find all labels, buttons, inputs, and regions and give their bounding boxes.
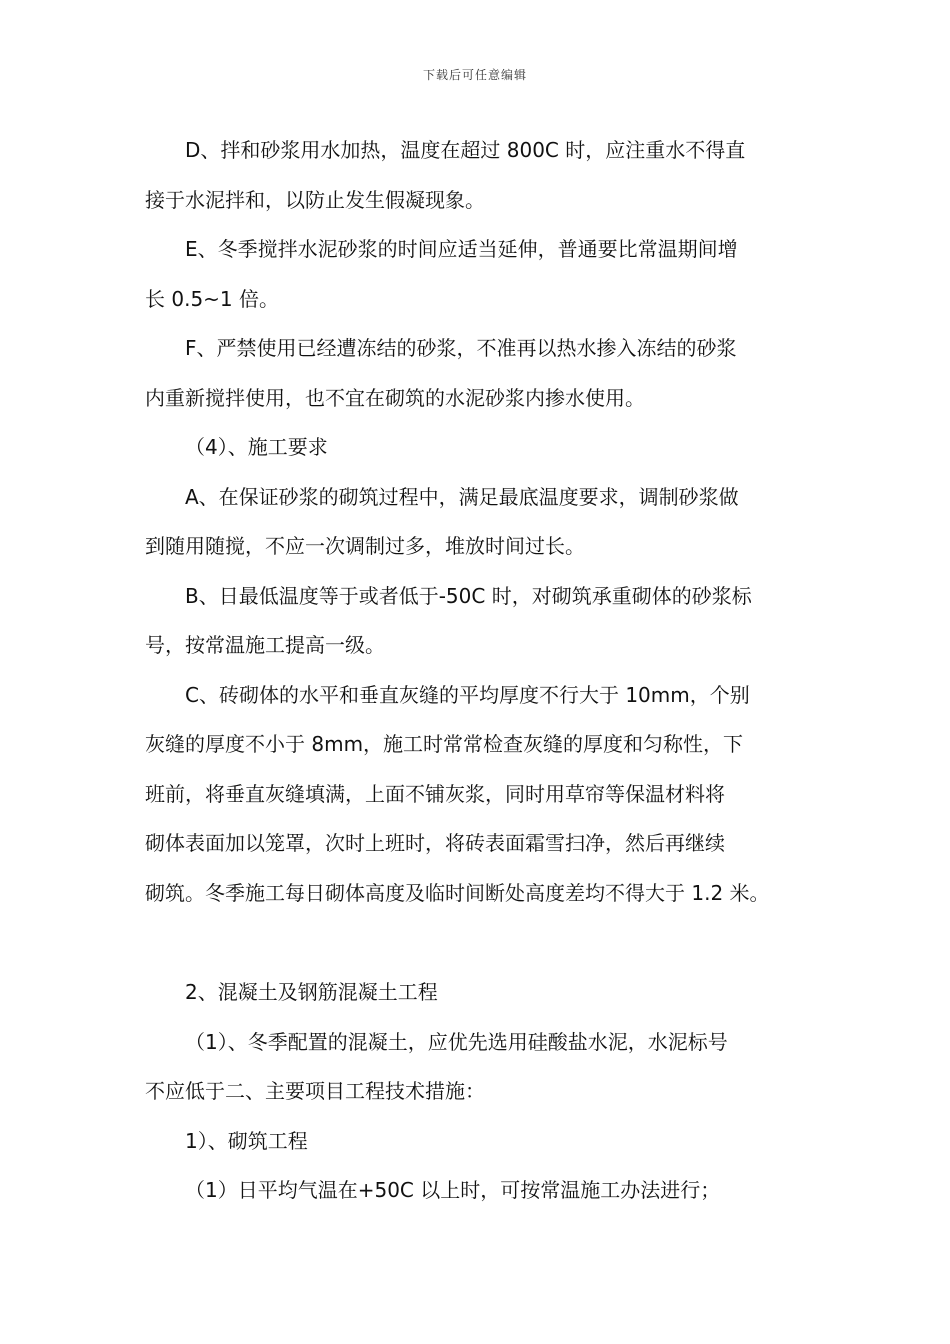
heading-construction-requirements: （4）、施工要求 bbox=[185, 435, 328, 459]
paragraph-b: B、日最低温度等于或者低于-50C 时，对砌筑承重砌体的砂浆标 号，按常温施工提高一级。 bbox=[145, 583, 752, 657]
paragraph-e: E、冬季搅拌水泥砂浆的时间应适当延伸，普通要比常温期间增 长 0.5~1 倍。 bbox=[145, 237, 738, 311]
section-spacer bbox=[145, 918, 817, 968]
paragraph-masonry-1: （1）日平均气温在+50C 以上时，可按常温施工办法进行； bbox=[185, 1178, 721, 1202]
header-note: 下载后可任意编辑 bbox=[422, 68, 527, 82]
paragraph-concrete-1: （1）、冬季配置的混凝土，应优先选用硅酸盐水泥，水泥标号 不应低于二、主要项目工程技术措施： bbox=[145, 1029, 728, 1103]
paragraph-c: C、砖砌体的水平和垂直灰缝的平均厚度不行大于 10mm，个别 灰缝的厚度不小于 8mm，施工时常常检查灰缝的厚度和匀称性，下 班前，将垂直灰缝填满，上面不铺灰浆，同时用草帘等保温材料将 砌体表面加以笼罩，次时上班时，将砖表面霜雪扫净，然后再继续 砌筑。冬季施工每日砌体高度及临时间断处高度差均不得大于 1.2 米。 bbox=[145, 682, 770, 905]
paragraph-d: D、拌和砂浆用水加热，温度在超过 800C 时，应注重水不得直 接于水泥拌和，以防止发生假凝现象。 bbox=[145, 138, 746, 212]
heading-concrete-works: 2、混凝土及钢筋混凝土工程 bbox=[185, 980, 438, 1004]
paragraph-a: A、在保证砂浆的砌筑过程中，满足最底温度要求，调制砂浆做 到随用随搅，不应一次调制过多，堆放时间过长。 bbox=[145, 484, 739, 558]
heading-masonry-works: 1）、砌筑工程 bbox=[185, 1128, 308, 1153]
paragraph-f: F、严禁使用已经遭冻结的砂浆，不准再以热水掺入冻结的砂浆 内重新搅拌使用，也不宜在砌筑的水泥砂浆内掺水使用。 bbox=[145, 336, 737, 410]
document-body bbox=[145, 126, 817, 1216]
